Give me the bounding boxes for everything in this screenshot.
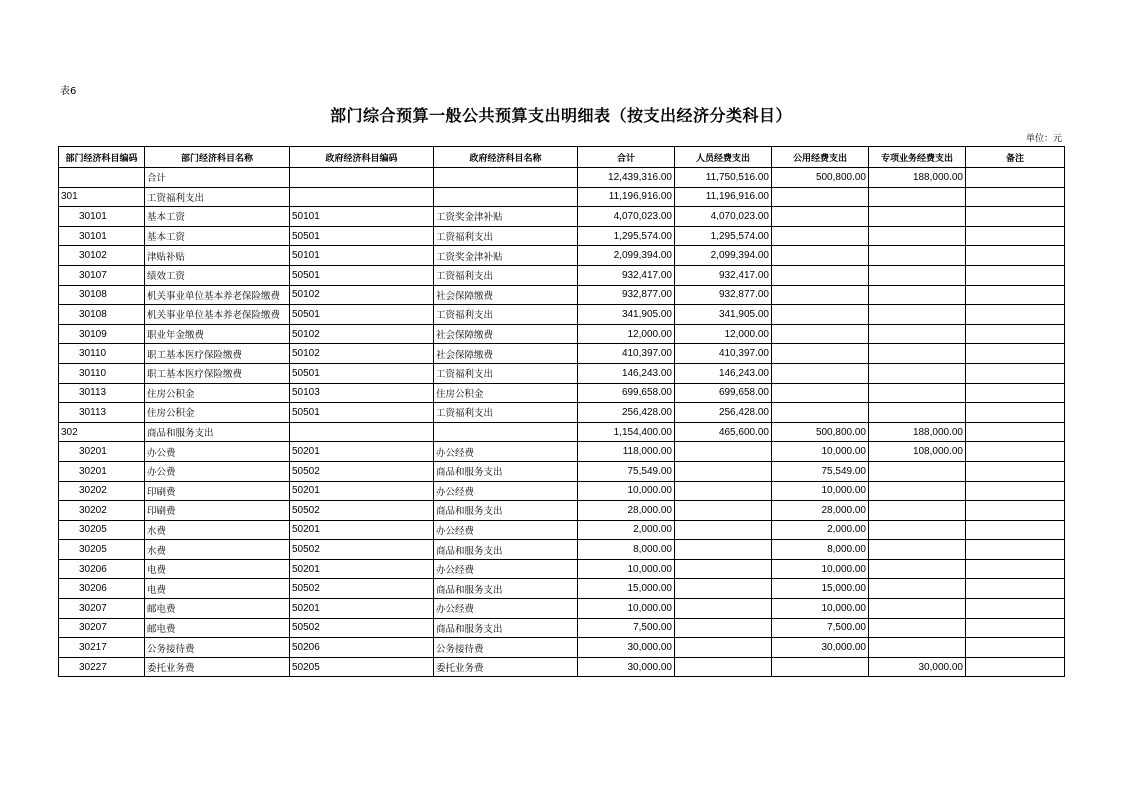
cell-special [869, 285, 966, 305]
unit-label: 单位：元 [1025, 134, 1062, 144]
cell-dept-code: 30201 [59, 442, 145, 462]
cell-total: 8,000.00 [578, 540, 675, 560]
cell-gov-code: 50502 [290, 501, 434, 521]
cell-gov-code: 50201 [290, 520, 434, 540]
cell-public: 500,800.00 [772, 422, 869, 442]
cell-gov-name: 住房公积金 [434, 383, 578, 403]
cell-public [772, 187, 869, 207]
cell-public: 28,000.00 [772, 501, 869, 521]
table-row [59, 285, 1065, 305]
cell-dept-name: 机关事业单位基本养老保险缴费 [145, 305, 290, 325]
cell-dept-code: 302 [59, 422, 145, 442]
cell-gov-code: 50502 [290, 579, 434, 599]
cell-dept-code: 30202 [59, 501, 145, 521]
cell-gov-code: 50102 [290, 324, 434, 344]
cell-total: 30,000.00 [578, 657, 675, 677]
header-public: 公用经费支出 [772, 147, 869, 168]
cell-note [966, 187, 1065, 207]
cell-special [869, 540, 966, 560]
cell-gov-name: 商品和服务支出 [434, 579, 578, 599]
cell-dept-name: 合计 [145, 168, 290, 188]
cell-public: 10,000.00 [772, 481, 869, 501]
cell-note [966, 305, 1065, 325]
cell-special [869, 383, 966, 403]
cell-gov-name: 办公经费 [434, 559, 578, 579]
cell-total: 2,099,394.00 [578, 246, 675, 266]
cell-dept-name: 津贴补贴 [145, 246, 290, 266]
cell-gov-name: 工资奖金津补贴 [434, 207, 578, 227]
cell-dept-name: 公务接待费 [145, 638, 290, 658]
cell-gov-name: 商品和服务支出 [434, 501, 578, 521]
cell-public [772, 403, 869, 423]
header-dept-code: 部门经济科目编码 [59, 147, 145, 168]
table-number: 表6 [60, 86, 77, 97]
cell-public [772, 285, 869, 305]
cell-gov-name: 工资福利支出 [434, 265, 578, 285]
cell-total: 12,000.00 [578, 324, 675, 344]
cell-public [772, 207, 869, 227]
cell-dept-name: 印刷费 [145, 501, 290, 521]
cell-gov-name: 社会保障缴费 [434, 324, 578, 344]
cell-public: 2,000.00 [772, 520, 869, 540]
table-row [59, 305, 1065, 325]
cell-dept-code: 30217 [59, 638, 145, 658]
cell-note [966, 403, 1065, 423]
expenditure-table [58, 146, 1065, 677]
cell-special [869, 187, 966, 207]
cell-gov-code: 50201 [290, 481, 434, 501]
cell-dept-name: 委托业务费 [145, 657, 290, 677]
cell-dept-name: 办公费 [145, 461, 290, 481]
cell-gov-name: 社会保障缴费 [434, 285, 578, 305]
cell-gov-name: 商品和服务支出 [434, 540, 578, 560]
cell-personnel: 256,428.00 [675, 403, 772, 423]
header-total: 合计 [578, 147, 675, 168]
cell-note [966, 618, 1065, 638]
cell-dept-code: 30102 [59, 246, 145, 266]
cell-total: 410,397.00 [578, 344, 675, 364]
cell-total: 10,000.00 [578, 481, 675, 501]
cell-personnel: 146,243.00 [675, 363, 772, 383]
cell-dept-name: 电费 [145, 579, 290, 599]
cell-note [966, 265, 1065, 285]
cell-gov-code: 50205 [290, 657, 434, 677]
cell-special: 30,000.00 [869, 657, 966, 677]
cell-public [772, 226, 869, 246]
cell-gov-name: 办公经费 [434, 481, 578, 501]
cell-special [869, 501, 966, 521]
cell-personnel [675, 599, 772, 619]
cell-dept-code: 301 [59, 187, 145, 207]
cell-special [869, 265, 966, 285]
cell-dept-code [59, 168, 145, 188]
table-row [59, 324, 1065, 344]
cell-gov-code: 50502 [290, 540, 434, 560]
cell-gov-code [290, 422, 434, 442]
cell-public: 10,000.00 [772, 559, 869, 579]
cell-gov-name: 商品和服务支出 [434, 618, 578, 638]
cell-personnel [675, 540, 772, 560]
cell-total: 1,295,574.00 [578, 226, 675, 246]
cell-dept-code: 30107 [59, 265, 145, 285]
page-title: 部门综合预算一般公共预算支出明细表（按支出经济分类科目） [329, 106, 792, 125]
cell-total: 341,905.00 [578, 305, 675, 325]
cell-special: 188,000.00 [869, 168, 966, 188]
cell-personnel [675, 618, 772, 638]
cell-gov-name: 办公经费 [434, 599, 578, 619]
cell-gov-code: 50201 [290, 599, 434, 619]
cell-gov-name: 工资福利支出 [434, 403, 578, 423]
cell-public [772, 344, 869, 364]
cell-special [869, 638, 966, 658]
cell-note [966, 599, 1065, 619]
cell-dept-code: 30108 [59, 305, 145, 325]
cell-dept-code: 30101 [59, 207, 145, 227]
cell-personnel [675, 520, 772, 540]
cell-public: 10,000.00 [772, 442, 869, 462]
table-row [59, 657, 1065, 677]
cell-dept-code: 30206 [59, 559, 145, 579]
cell-gov-name [434, 422, 578, 442]
cell-gov-code: 50103 [290, 383, 434, 403]
cell-total: 30,000.00 [578, 638, 675, 658]
header-personnel: 人员经费支出 [675, 147, 772, 168]
cell-dept-code: 30205 [59, 520, 145, 540]
table-row [59, 501, 1065, 521]
cell-gov-name: 工资福利支出 [434, 226, 578, 246]
cell-dept-code: 30207 [59, 618, 145, 638]
cell-note [966, 285, 1065, 305]
cell-personnel: 2,099,394.00 [675, 246, 772, 266]
cell-dept-name: 职工基本医疗保险缴费 [145, 363, 290, 383]
table-row [59, 363, 1065, 383]
cell-dept-name: 办公费 [145, 442, 290, 462]
cell-dept-code: 30110 [59, 363, 145, 383]
cell-dept-code: 30113 [59, 403, 145, 423]
cell-gov-name: 商品和服务支出 [434, 461, 578, 481]
table-row [59, 638, 1065, 658]
cell-personnel [675, 579, 772, 599]
header-note: 备注 [966, 147, 1065, 168]
cell-dept-code: 30108 [59, 285, 145, 305]
table-row [59, 520, 1065, 540]
cell-personnel: 1,295,574.00 [675, 226, 772, 246]
cell-total: 28,000.00 [578, 501, 675, 521]
cell-note [966, 226, 1065, 246]
cell-dept-name: 工资福利支出 [145, 187, 290, 207]
cell-total: 12,439,316.00 [578, 168, 675, 188]
table-row [59, 383, 1065, 403]
cell-public [772, 265, 869, 285]
table-row [59, 403, 1065, 423]
cell-dept-code: 30109 [59, 324, 145, 344]
cell-note [966, 383, 1065, 403]
cell-note [966, 559, 1065, 579]
cell-special [869, 599, 966, 619]
cell-personnel: 465,600.00 [675, 422, 772, 442]
cell-personnel: 410,397.00 [675, 344, 772, 364]
cell-public [772, 246, 869, 266]
cell-total: 7,500.00 [578, 618, 675, 638]
cell-personnel [675, 657, 772, 677]
cell-special [869, 403, 966, 423]
cell-gov-name: 工资福利支出 [434, 305, 578, 325]
cell-total: 10,000.00 [578, 559, 675, 579]
cell-total: 699,658.00 [578, 383, 675, 403]
cell-public [772, 324, 869, 344]
cell-personnel [675, 442, 772, 462]
cell-public: 7,500.00 [772, 618, 869, 638]
cell-dept-name: 印刷费 [145, 481, 290, 501]
cell-personnel [675, 501, 772, 521]
cell-special [869, 246, 966, 266]
cell-total: 932,417.00 [578, 265, 675, 285]
cell-total: 4,070,023.00 [578, 207, 675, 227]
cell-personnel [675, 481, 772, 501]
cell-public: 15,000.00 [772, 579, 869, 599]
cell-note [966, 168, 1065, 188]
table-row [59, 422, 1065, 442]
cell-gov-code: 50102 [290, 344, 434, 364]
cell-public [772, 383, 869, 403]
cell-total: 75,549.00 [578, 461, 675, 481]
cell-dept-code: 30205 [59, 540, 145, 560]
cell-note [966, 481, 1065, 501]
cell-personnel: 932,877.00 [675, 285, 772, 305]
cell-dept-code: 30110 [59, 344, 145, 364]
cell-dept-name: 水费 [145, 520, 290, 540]
cell-personnel [675, 559, 772, 579]
cell-total: 15,000.00 [578, 579, 675, 599]
cell-dept-code: 30202 [59, 481, 145, 501]
table-row [59, 226, 1065, 246]
cell-personnel: 341,905.00 [675, 305, 772, 325]
cell-gov-code: 50102 [290, 285, 434, 305]
cell-special: 188,000.00 [869, 422, 966, 442]
cell-dept-name: 绩效工资 [145, 265, 290, 285]
cell-total: 2,000.00 [578, 520, 675, 540]
cell-gov-name: 工资福利支出 [434, 363, 578, 383]
cell-personnel [675, 461, 772, 481]
table-row [59, 481, 1065, 501]
table-row [59, 618, 1065, 638]
cell-note [966, 246, 1065, 266]
cell-gov-code: 50206 [290, 638, 434, 658]
cell-gov-code: 50501 [290, 363, 434, 383]
header-gov-name: 政府经济科目名称 [434, 147, 578, 168]
table-row [59, 579, 1065, 599]
cell-public: 75,549.00 [772, 461, 869, 481]
cell-total: 256,428.00 [578, 403, 675, 423]
table-row [59, 461, 1065, 481]
cell-note [966, 344, 1065, 364]
cell-dept-code: 30227 [59, 657, 145, 677]
cell-note [966, 657, 1065, 677]
cell-gov-code: 50501 [290, 265, 434, 285]
cell-special [869, 305, 966, 325]
cell-gov-code: 50201 [290, 442, 434, 462]
cell-total: 146,243.00 [578, 363, 675, 383]
cell-total: 10,000.00 [578, 599, 675, 619]
cell-gov-code [290, 168, 434, 188]
cell-dept-name: 电费 [145, 559, 290, 579]
cell-public: 500,800.00 [772, 168, 869, 188]
cell-total: 118,000.00 [578, 442, 675, 462]
cell-gov-code [290, 187, 434, 207]
cell-personnel: 4,070,023.00 [675, 207, 772, 227]
cell-note [966, 540, 1065, 560]
cell-special [869, 618, 966, 638]
cell-dept-name: 职业年金缴费 [145, 324, 290, 344]
cell-special [869, 344, 966, 364]
cell-dept-name: 水费 [145, 540, 290, 560]
cell-note [966, 579, 1065, 599]
cell-gov-code: 50101 [290, 246, 434, 266]
cell-note [966, 442, 1065, 462]
cell-personnel: 11,750,516.00 [675, 168, 772, 188]
cell-special [869, 559, 966, 579]
cell-dept-name: 住房公积金 [145, 403, 290, 423]
cell-personnel: 12,000.00 [675, 324, 772, 344]
cell-special [869, 324, 966, 344]
cell-public [772, 305, 869, 325]
cell-note [966, 324, 1065, 344]
cell-total: 11,196,916.00 [578, 187, 675, 207]
header-dept-name: 部门经济科目名称 [145, 147, 290, 168]
cell-public [772, 657, 869, 677]
cell-dept-code: 30113 [59, 383, 145, 403]
cell-special: 108,000.00 [869, 442, 966, 462]
cell-gov-name: 社会保障缴费 [434, 344, 578, 364]
cell-personnel: 932,417.00 [675, 265, 772, 285]
cell-note [966, 520, 1065, 540]
cell-special [869, 520, 966, 540]
cell-gov-name: 办公经费 [434, 520, 578, 540]
cell-total: 1,154,400.00 [578, 422, 675, 442]
cell-gov-name [434, 168, 578, 188]
table-row [59, 207, 1065, 227]
cell-personnel: 11,196,916.00 [675, 187, 772, 207]
cell-public: 10,000.00 [772, 599, 869, 619]
cell-gov-code: 50502 [290, 618, 434, 638]
cell-special [869, 461, 966, 481]
cell-dept-name: 基本工资 [145, 226, 290, 246]
cell-dept-name: 邮电费 [145, 599, 290, 619]
cell-dept-name: 邮电费 [145, 618, 290, 638]
cell-public: 8,000.00 [772, 540, 869, 560]
cell-dept-code: 30206 [59, 579, 145, 599]
cell-note [966, 363, 1065, 383]
cell-personnel [675, 638, 772, 658]
cell-dept-code: 30201 [59, 461, 145, 481]
cell-gov-code: 50501 [290, 403, 434, 423]
cell-gov-name [434, 187, 578, 207]
cell-gov-name: 办公经费 [434, 442, 578, 462]
cell-gov-code: 50501 [290, 305, 434, 325]
table-row [59, 168, 1065, 188]
cell-note [966, 461, 1065, 481]
table-row [59, 344, 1065, 364]
header-special: 专项业务经费支出 [869, 147, 966, 168]
cell-gov-code: 50501 [290, 226, 434, 246]
cell-dept-code: 30207 [59, 599, 145, 619]
cell-special [869, 226, 966, 246]
cell-note [966, 638, 1065, 658]
cell-note [966, 501, 1065, 521]
cell-dept-name: 基本工资 [145, 207, 290, 227]
cell-gov-name: 公务接待费 [434, 638, 578, 658]
cell-special [869, 579, 966, 599]
cell-gov-code: 50101 [290, 207, 434, 227]
cell-public: 30,000.00 [772, 638, 869, 658]
header-gov-code: 政府经济科目编码 [290, 147, 434, 168]
table-row [59, 559, 1065, 579]
cell-personnel: 699,658.00 [675, 383, 772, 403]
table-row [59, 540, 1065, 560]
table-row [59, 599, 1065, 619]
cell-special [869, 363, 966, 383]
cell-gov-name: 委托业务费 [434, 657, 578, 677]
cell-gov-code: 50201 [290, 559, 434, 579]
table-row [59, 246, 1065, 266]
table-row [59, 265, 1065, 285]
cell-note [966, 422, 1065, 442]
cell-dept-code: 30101 [59, 226, 145, 246]
cell-public [772, 363, 869, 383]
header-row [59, 147, 1065, 168]
table-row [59, 442, 1065, 462]
cell-gov-code: 50502 [290, 461, 434, 481]
table-body [59, 168, 1065, 677]
cell-dept-name: 机关事业单位基本养老保险缴费 [145, 285, 290, 305]
cell-total: 932,877.00 [578, 285, 675, 305]
cell-gov-name: 工资奖金津补贴 [434, 246, 578, 266]
cell-dept-name: 商品和服务支出 [145, 422, 290, 442]
cell-dept-name: 住房公积金 [145, 383, 290, 403]
cell-special [869, 481, 966, 501]
table-row [59, 187, 1065, 207]
cell-dept-name: 职工基本医疗保险缴费 [145, 344, 290, 364]
cell-note [966, 207, 1065, 227]
cell-special [869, 207, 966, 227]
